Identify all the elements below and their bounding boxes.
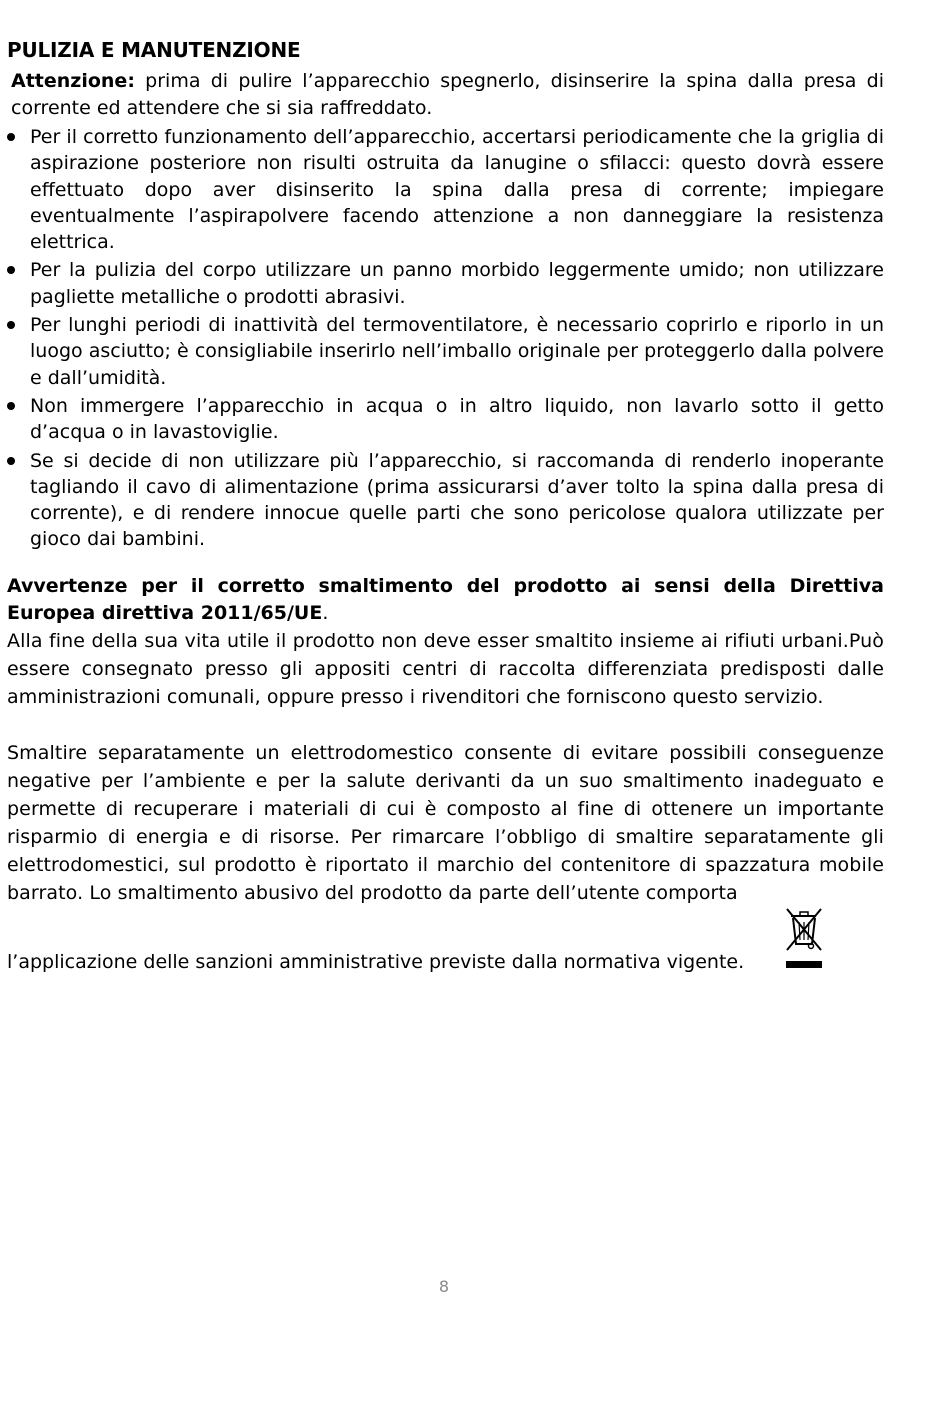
list-item-text: Non immergere l’apparecchio in acqua o in altro liquido, non lavarlo sotto il getto d’acqua o in lavastoviglie. (30, 394, 884, 444)
bullet-icon (7, 266, 15, 274)
disposal-paragraph-3: l’applicazione delle sanzioni amministrative previste dalla normativa vigente. (7, 951, 745, 973)
list-item-text: Per il corretto funzionamento dell’apparecchio, accertarsi periodicamente che la griglia di aspirazione posteriore non risulti ostruita da lanugine o sfilacci: questo dovrà essere effettuato dopo aver disinserito la spina dalla presa di corrente; impiegare eventualmente l’aspirapolvere facendo attenzione a non danneggiare la resistenza elettrica. (30, 126, 884, 254)
disposal-title-period: . (322, 602, 329, 624)
disposal-paragraph-2: Smaltire separatamente un elettrodomestico consente di evitare possibili conseguenze negative per l’ambiente e per la salute derivanti da un suo smaltimento inadeguato e permette di recuperare i materiali di cui è composto al fine di ottenere un importante risparmio di energia e di risorse. Per rimarcare l’obbligo di smaltire separatamente gli elettrodomestici, sul prodotto è riportato il marchio del contenitore di spazzatura mobile barrato. Lo smaltimento abusivo del prodotto da parte dell’utente comporta (7, 742, 884, 904)
list-item-text: Per la pulizia del corpo utilizzare un panno morbido leggermente umido; non utilizzare pagliette metalliche o prodotti abrasivi. (30, 259, 884, 308)
disposal-paragraph-1: Alla fine della sua vita utile il prodotto non deve esser smaltito insieme ai rifiuti urbani.Può essere consegnato presso gli appositi centri di raccolta differenziata predisposti dalle amministrazioni comunali, oppure presso i rivenditori che forniscono questo servizio. (7, 630, 884, 708)
disposal-title-text: Avvertenze per il corretto smaltimento del prodotto ai sensi della Direttiva Europea direttiva 2011/65/UE (7, 575, 884, 624)
bullet-icon (7, 457, 15, 465)
maintenance-list (7, 124, 884, 555)
attention-text: prima di pulire l’apparecchio spegnerlo, disinserire la spina dalla presa di corrente ed attendere che si sia raffreddato. (11, 70, 884, 119)
list-item-text: Se si decide di non utilizzare più l’apparecchio, si raccomanda di renderlo inoperante tagliando il cavo di alimentazione (prima assicurarsi d’aver tolto la spina dalla presa di corrente), e di rendere innocue quelle parti che sono pericolose qualora utilizzate per gioco dai bambini. (30, 449, 884, 551)
list-item (7, 257, 884, 310)
list-item (7, 448, 884, 553)
section-title-maintenance: PULIZIA E MANUTENZIONE (7, 38, 301, 62)
bullet-icon (7, 402, 15, 410)
bullet-icon (7, 133, 15, 141)
attention-note (11, 68, 884, 121)
list-item-text: Per lunghi periodi di inattività del termoventilatore, è necessario coprirlo e riporlo in un luogo asciutto; è consigliabile inserirlo nell’imballo originale per proteggerlo dalla polvere e dall’umidità. (30, 314, 884, 389)
page-number: 8 (438, 1277, 450, 1296)
list-item (7, 393, 884, 446)
section-title-disposal (7, 573, 884, 627)
list-item (7, 312, 884, 391)
bullet-icon (7, 321, 15, 329)
attention-label: Attenzione: (11, 70, 135, 92)
crossed-out-wheeled-bin-icon (782, 906, 826, 974)
list-item (7, 124, 884, 255)
